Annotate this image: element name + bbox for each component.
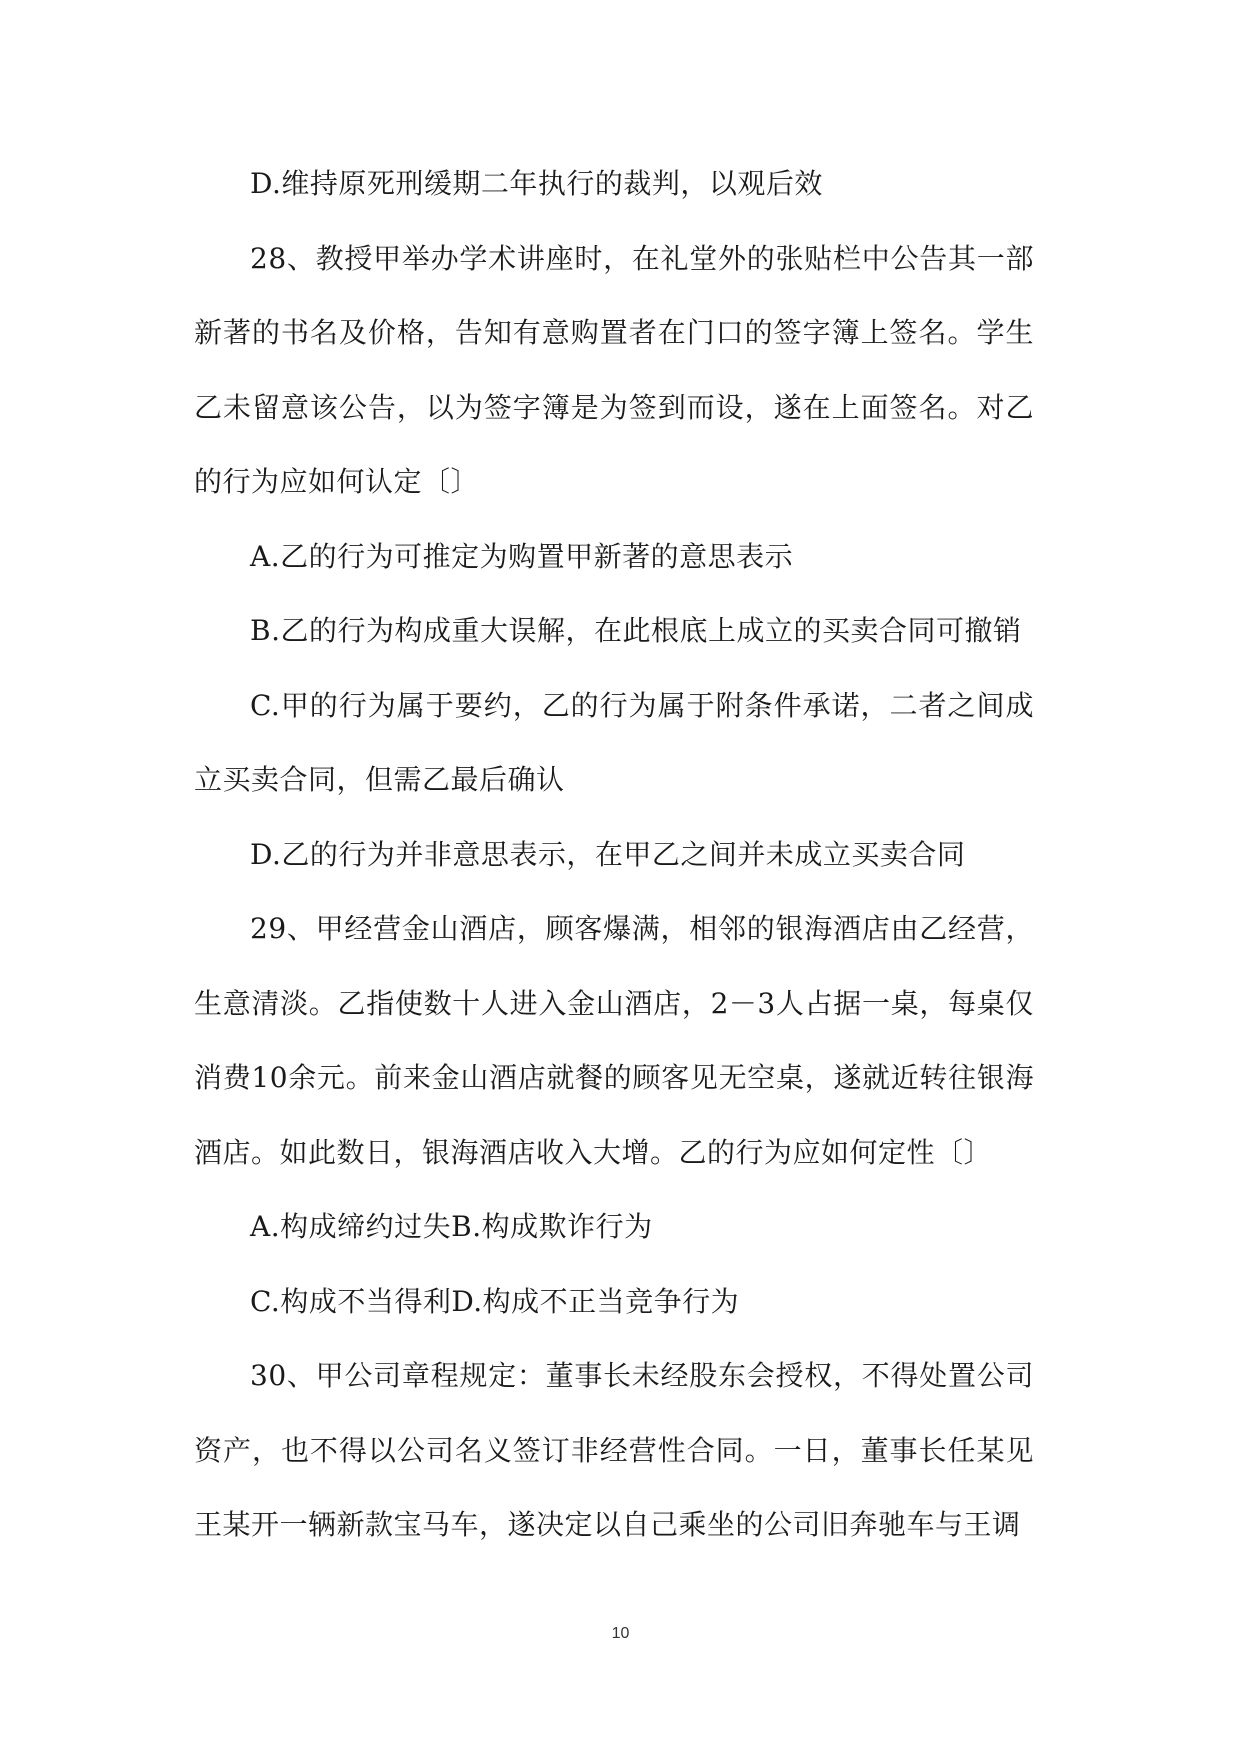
option-d-q28: D.乙的行为并非意思表示，在甲乙之间并未成立买卖合同: [250, 837, 966, 871]
option-a-q28: A.乙的行为可推定为购置甲新著的意思表示: [250, 539, 794, 573]
question-29: 29、甲经营金山酒店，顾客爆满，相邻的银海酒店由乙经营，生意清淡。乙指使数十人进入金山酒店，2－3人占据一桌，每桌仅消费10余元。前来金山酒店就餐的顾客见无空桌，遂就近转往银海酒店。如此数日，银海酒店收入大增。乙的行为应如何定性〔〕: [194, 912, 1034, 1169]
options-cd-q29: C.构成不当得利D.构成不正当竞争行为: [250, 1284, 740, 1318]
option-c-q28: C.甲的行为属于要约，乙的行为属于附条件承诺，二者之间成立买卖合同，但需乙最后确认: [194, 688, 1034, 796]
options-ab-q29: A.构成缔约过失B.构成欺诈行为: [250, 1210, 653, 1243]
question-30: 30、甲公司章程规定：董事长未经股东会授权，不得处置公司资产，也不得以公司名义签订非经营性合同。一日，董事长任某见王某开一辆新款宝马车，遂决定以自己乘坐的公司旧奔驰车与王调: [194, 1359, 1034, 1541]
document-body: [194, 147, 1034, 1563]
option-b-q28: B.乙的行为构成重大误解，在此根底上成立的买卖合同可撤销: [250, 614, 1022, 647]
question-28: 28、教授甲举办学术讲座时，在礼堂外的张贴栏中公告其一部新著的书名及价格，告知有意购置者在门口的签字簿上签名。学生乙未留意该公告，以为签字簿是为签到而设，遂在上面签名。对乙的行为应如何认定〔〕: [194, 241, 1034, 498]
option-d-q27: D.维持原死刑缓期二年执行的裁判，以观后效: [250, 167, 823, 200]
page-number: 10: [611, 1625, 630, 1642]
